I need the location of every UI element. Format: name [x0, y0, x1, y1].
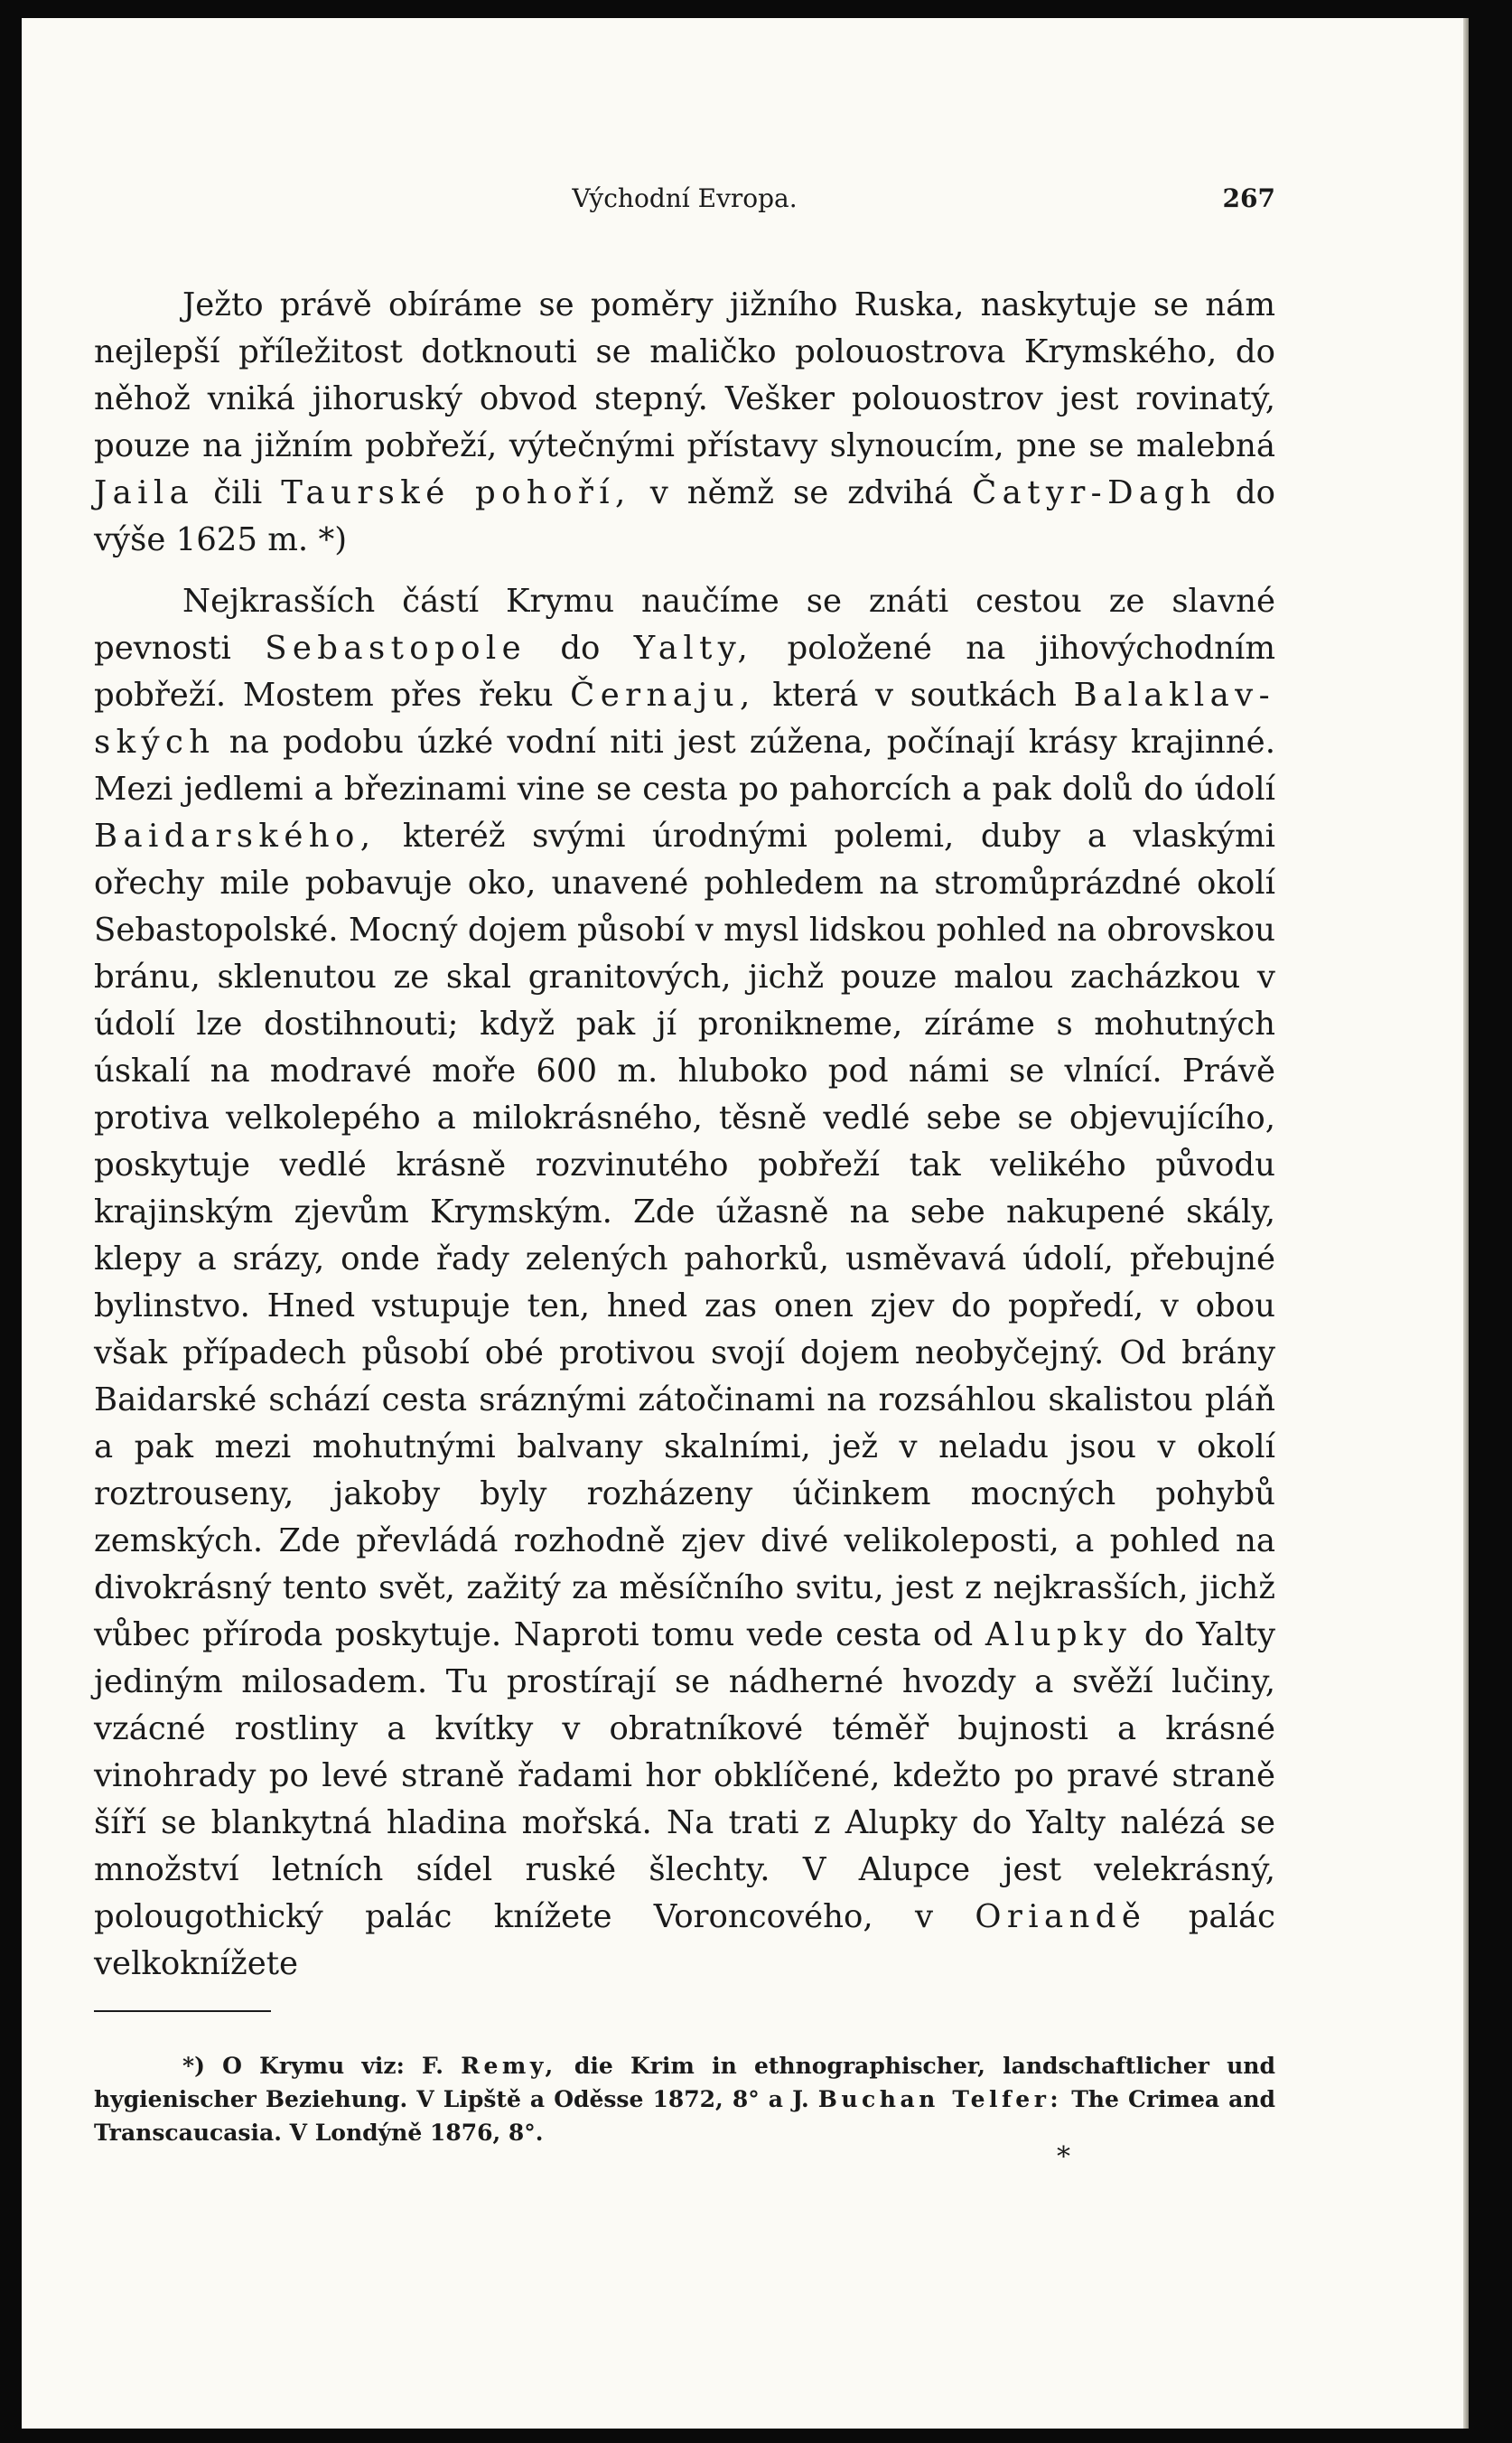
- text-run: Ježto právě obíráme se poměry jižního Ruska, naskytuje se nám nejlepší příležitost dotknouti se maličko polouostrova Krymského, do něhož vniká jihoruský obvod stepný. Vešker polouostrov jest rovinatý, pouze na jižním pobřeží, výtečnými přístavy slynoucím, pne se malebná: [94, 286, 1275, 464]
- spaced-name: Taurské pohoří,: [281, 474, 631, 511]
- spaced-name: Čatyr-Dagh: [972, 474, 1217, 511]
- text-run: na podobu úzké vodní niti jest zúžena, počínají krásy krajinné. Mezi jedlemi a březinami vine se cesta po pahorcích a pak dolů do údolí: [94, 724, 1275, 808]
- text-run: v němž se zdvihá: [649, 474, 954, 511]
- paragraph-crimea-journey: [94, 578, 1275, 1988]
- text-run: die Krim in ethnographischer, landschaftlicher und hygienischer Beziehung. V Lipště a Oděsse 1872, 8° a J.: [94, 2053, 1275, 2112]
- text-run: kteréž svými úrodnými polemi, duby a vlaskými ořechy mile pobavuje oko, unavené pohledem na stromůprázdné okolí Sebastopolské. Mocný dojem působí v mysl lidskou pohled na obrovskou bránu, sklenutou ze skal granitových, jichž pouze malou zacházkou v údolí lze dostihnouti; když pak jí pronikneme, zíráme s mohutných úskalí na modravé moře 600 m. hluboko pod námi se vlnící. Právě protiva velkolepého a milokrásného, těsně vedlé sebe se objevujícího, poskytuje vedlé krásně rozvinutého pobřeží tak velikého původu krajinským zjevům Krymským. Zde úžasně na sebe nakupené skály, klepy a srázy, onde řady zelených pahorků, usměvavá údolí, přebujné bylinstvo. Hned vstupuje ten, hned zas onen zjev do popředí, v obou však případech působí obé protivou svojí dojem neobyčejný. Od brány Baidarské schází cesta sráznými zátočinami na rozsáhlou skalistou pláň a pak mezi mohutnými balvany skalními, jež v neladu jsou v okolí roztrouseny, jakoby byly rozházeny účinkem mocných pohybů zemských. Zde převládá rozhodně zjev divé velikoleposti, a pohled na divokrásný tento svět, zažitý za měsíčního svitu, jest z nejkrasších, jichž vůbec příroda poskytuje. Naproti tomu vede cesta od: [94, 818, 1275, 1653]
- text-run: do: [560, 630, 601, 667]
- page-header: [94, 183, 1275, 229]
- spaced-name: Balaklav-ských: [94, 677, 1275, 761]
- page-number: 267: [1222, 183, 1275, 213]
- spaced-name: Sebastopole: [265, 630, 527, 667]
- text-run: která v soutkách: [772, 677, 1057, 714]
- spaced-name: Alupky: [985, 1616, 1133, 1653]
- text-run: čili: [213, 474, 263, 511]
- footnote-divider: [94, 2010, 271, 2012]
- page-edge-shadow: [1463, 18, 1469, 2429]
- spaced-name: Baidarského,: [94, 818, 377, 855]
- text-run: palác velkoknížete: [94, 1898, 1275, 1982]
- running-title: Východní Evropa.: [572, 183, 798, 213]
- text-run: položené na jihovýchodním pobřeží. Mostem přes řeku: [94, 630, 1275, 714]
- spaced-name: Remy,: [461, 2053, 557, 2079]
- spaced-name: Jaila: [94, 474, 195, 511]
- footnote: [94, 2049, 1275, 2149]
- spaced-name: Černaju,: [570, 677, 756, 714]
- text-run: do Yalty jediným milosadem. Tu prostírají se nádherné hvozdy a svěží lučiny, vzácné rostliny a kvítky v obratníkové téměř bujnosti a krásné vinohrady po levé straně řadami hor obklíčené, kdežto po pravé straně šíří se blankytná hladina mořská. Na trati z Alupky do Yalty nalézá se množství letních sídel ruské šlechty. V Alupce jest velekrásný, polougothický palác knížete Voroncového, v: [94, 1616, 1275, 1935]
- text-run: The Crimea and Transcaucasia. V Londýně 1876, 8°.: [94, 2086, 1275, 2146]
- main-text: [94, 282, 1275, 1988]
- spaced-name: Yalty,: [633, 630, 754, 667]
- text-run: *) O Krymu viz: F.: [182, 2053, 443, 2079]
- text-run: do výše 1625 m. *): [94, 474, 1275, 558]
- spaced-name: Oriandě: [975, 1898, 1147, 1935]
- spaced-name: Buchan Telfer:: [817, 2086, 1063, 2112]
- paragraph-crimea-intro: [94, 282, 1275, 564]
- book-page: [22, 18, 1469, 2429]
- stray-asterisk-mark: *: [1057, 2141, 1070, 2173]
- text-run: Nejkrasších částí Krymu naučíme se znáti cestou ze slavné pevnosti: [94, 583, 1275, 667]
